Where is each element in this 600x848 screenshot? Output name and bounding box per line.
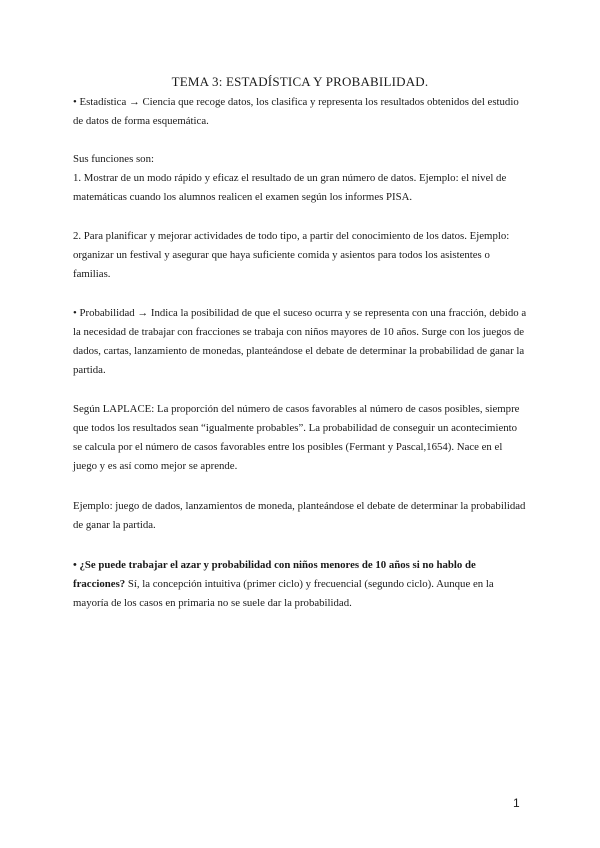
laplace-definition bbox=[73, 400, 528, 476]
funciones-heading: Sus funciones son: bbox=[73, 153, 154, 165]
page-title: TEMA 3: ESTADÍSTICA Y PROBABILIDAD. bbox=[171, 74, 429, 89]
funcion-item-2: 2. Para planificar y mejorar actividades de todo tipo, a partir del conocimiento de los datos. Ejemplo: organizar un festival y asegurar que haya suficiente comida y asientos para todos los asistentes o familias. bbox=[73, 230, 510, 280]
funciones-section bbox=[73, 150, 528, 207]
ejemplo-paragraph bbox=[73, 497, 528, 535]
funcion-item-2-section bbox=[73, 227, 528, 284]
ejemplo-text: Ejemplo: juego de dados, lanzamientos de moneda, planteándose el debate de determinar la probabilidad de ganar la partida. bbox=[73, 500, 526, 531]
funcion-item-1: 1. Mostrar de un modo rápido y eficaz el resultado de un gran número de datos. Ejemplo: el nivel de matemáticas cuando los alumnos realicen el examen según los informes PISA. bbox=[73, 172, 507, 203]
pregunta-question: • ¿Se puede trabajar el azar y probabilidad con niños menores de 10 años si no hablo de fracciones? bbox=[73, 559, 476, 590]
pregunta-answer: Sí, la concepción intuitiva (primer ciclo) y frecuencial (segundo ciclo). Aunque en la mayoría de los casos en primaria no se suele dar la probabilidad. bbox=[73, 578, 494, 609]
estadistica-definition bbox=[73, 93, 528, 131]
pregunta-text bbox=[73, 556, 528, 613]
laplace-text: Según LAPLACE: La proporción del número de casos favorables al número de casos posibles, siempre que todos los resultados sean “igualmente probables”. La probabilidad de conseguir un acontecimiento se calcula por el número de casos favorables entre los posibles (Fermant y Pascal,1654). Nace en el juego y es así como mejor se aprende. bbox=[73, 403, 520, 472]
estadistica-text: • Estadística → Ciencia que recoge datos, los clasifica y representa los resultados obtenidos del estudio de datos de forma esquemática. bbox=[73, 96, 519, 127]
page-number: 1 bbox=[513, 796, 520, 810]
probabilidad-text: • Probabilidad → Indica la posibilidad de que el suceso ocurra y se representa con una fracción, debido a la necesidad de trabajar con fracciones se trabaja con niños mayores de 10 años. Surge con los juegos de dados, cartas, lanzamiento de monedas, planteándose el debate de determinar la probabilidad de ganar la partida. bbox=[73, 307, 527, 376]
probabilidad-definition bbox=[73, 304, 528, 380]
pregunta-paragraph bbox=[73, 556, 528, 613]
